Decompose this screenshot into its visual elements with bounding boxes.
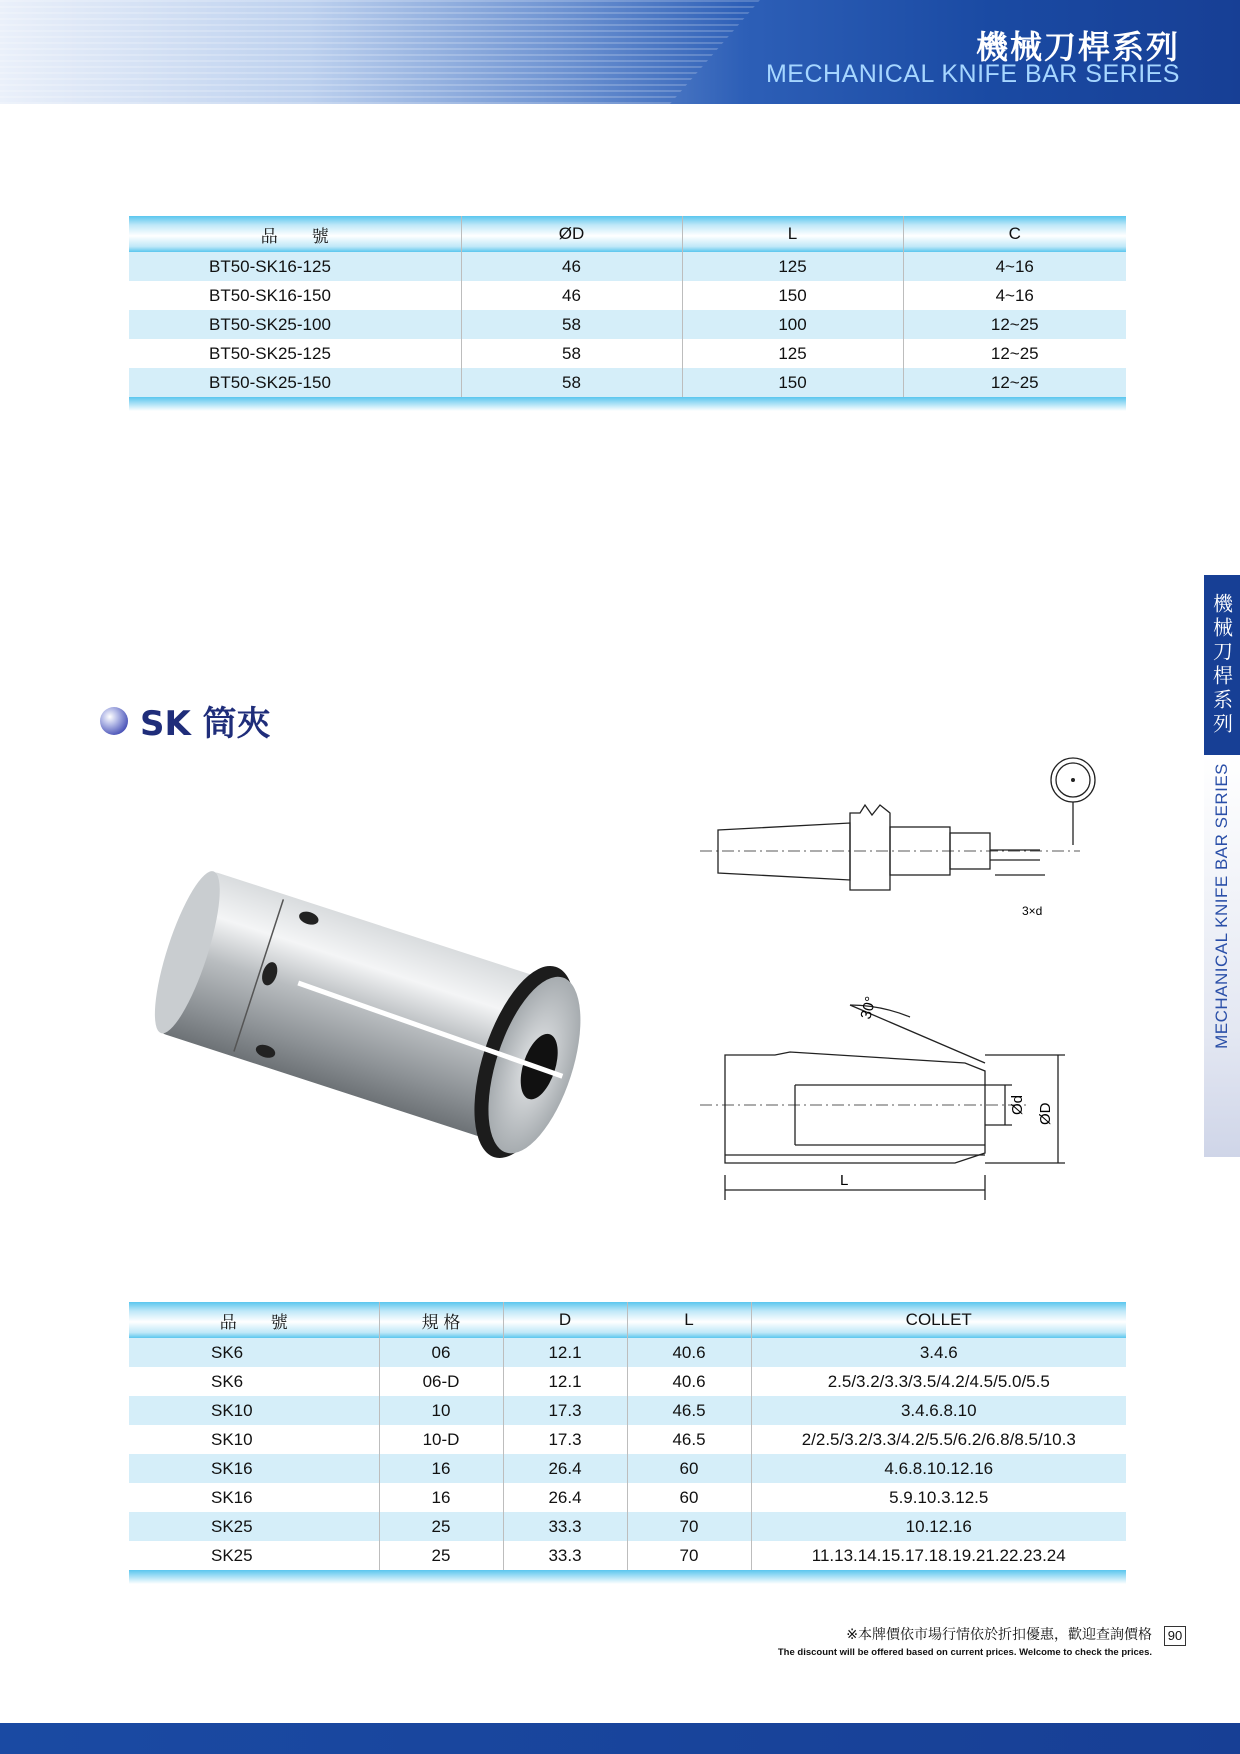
table-cell: 46 [461, 281, 682, 310]
table-cell: 4.6.8.10.12.16 [751, 1454, 1126, 1483]
table-row [129, 252, 1126, 281]
table-cell: 12.1 [503, 1338, 627, 1367]
table-cell: 125 [682, 339, 903, 368]
table-cell: 12~25 [903, 339, 1126, 368]
header-cell: COLLET [751, 1302, 1126, 1338]
table-cell: 16 [379, 1483, 503, 1512]
footer-bar [0, 1723, 1240, 1754]
header-cell: 品 號 [129, 216, 461, 252]
table-cell: SK10 [129, 1396, 379, 1425]
table-cell: SK25 [129, 1512, 379, 1541]
header-stripes [0, 0, 760, 104]
table-cell: 125 [682, 252, 903, 281]
table-cell: 100 [682, 310, 903, 339]
side-tab-en: MECHANICAL KNIFE BAR SERIES [1204, 755, 1240, 1157]
table-cell: 11.13.14.15.17.18.19.21.22.23.24 [751, 1541, 1126, 1570]
table-header-row [129, 1302, 1126, 1338]
table-cell: 58 [461, 368, 682, 397]
table-cell: 60 [627, 1454, 751, 1483]
side-tab [1204, 575, 1240, 1157]
runout-diagram [700, 755, 1120, 945]
collet-photo [140, 840, 650, 1210]
table-row [129, 310, 1126, 339]
table-footer-band [129, 1570, 1126, 1584]
table-cell: 150 [682, 281, 903, 310]
table-cell: 2/2.5/3.2/3.3/4.2/5.5/6.2/6.8/8.5/10.3 [751, 1425, 1126, 1454]
header-title-en: MECHANICAL KNIFE BAR SERIES [765, 60, 1180, 88]
table-cell: 10.12.16 [751, 1512, 1126, 1541]
table-cell: SK6 [129, 1367, 379, 1396]
label-30: 30° [857, 994, 880, 1022]
table-row [129, 1541, 1126, 1570]
table-cell: 4~16 [903, 281, 1126, 310]
label-D: ØD [1037, 1102, 1054, 1125]
table-cell: BT50-SK16-150 [129, 281, 461, 310]
table-cell: 10 [379, 1396, 503, 1425]
table-cell: 3.4.6.8.10 [751, 1396, 1126, 1425]
table-cell: 25 [379, 1541, 503, 1570]
table-cell: 26.4 [503, 1454, 627, 1483]
table-cell: 46 [461, 252, 682, 281]
table-row [129, 1425, 1126, 1454]
table-row [129, 281, 1126, 310]
table-row [129, 1338, 1126, 1367]
table-cell: 3.4.6 [751, 1338, 1126, 1367]
table-cell: SK10 [129, 1425, 379, 1454]
table-cell: 25 [379, 1512, 503, 1541]
table-footer-band [129, 397, 1126, 411]
table-cell: SK16 [129, 1483, 379, 1512]
table-row [129, 1512, 1126, 1541]
table-cell: 40.6 [627, 1367, 751, 1396]
table-cell: 26.4 [503, 1483, 627, 1512]
table-cell: 70 [627, 1512, 751, 1541]
header-cell: ØD [461, 216, 682, 252]
label-3xd: 3×d [1022, 904, 1043, 918]
table-cell: 58 [461, 310, 682, 339]
table-cell: 10-D [379, 1425, 503, 1454]
header-title-cn: 機械刀桿系列 [975, 28, 1180, 66]
table-cell: 33.3 [503, 1541, 627, 1570]
page-number: 90 [1164, 1626, 1186, 1646]
table-cell: 40.6 [627, 1338, 751, 1367]
table-cell: 46.5 [627, 1425, 751, 1454]
header-cell: D [503, 1302, 627, 1338]
table-cell: 58 [461, 339, 682, 368]
table-row [129, 1367, 1126, 1396]
page-header [0, 0, 1240, 104]
header-cell: L [682, 216, 903, 252]
collet-section-diagram [700, 975, 1120, 1215]
table-cell: 46.5 [627, 1396, 751, 1425]
table-cell: 16 [379, 1454, 503, 1483]
header-cell: L [627, 1302, 751, 1338]
table-row [129, 339, 1126, 368]
label-L: L [840, 1172, 849, 1189]
side-tab-cn: 機械刀桿系列 [1204, 575, 1240, 755]
bullet-icon [100, 707, 128, 735]
section-heading [100, 696, 271, 745]
table-cell: 2.5/3.2/3.3/3.5/4.2/4.5/5.0/5.5 [751, 1367, 1126, 1396]
table-cell: 70 [627, 1541, 751, 1570]
table-cell: 5.9.10.3.12.5 [751, 1483, 1126, 1512]
table-cell: 4~16 [903, 252, 1126, 281]
table-cell: BT50-SK16-125 [129, 252, 461, 281]
bt50-spec-table [129, 216, 1126, 411]
sk-collet-table [129, 1302, 1126, 1584]
header-cell: 品 號 [129, 1302, 379, 1338]
price-note-en: The discount will be offered based on current prices. Welcome to check the prices. [777, 1647, 1152, 1658]
table-cell: 60 [627, 1483, 751, 1512]
table-cell: 06-D [379, 1367, 503, 1396]
price-note-cn: ※本牌價依市場行情依於折扣優惠，歡迎查詢價格 [846, 1627, 1152, 1643]
table-cell: SK16 [129, 1454, 379, 1483]
table-cell: SK25 [129, 1541, 379, 1570]
header-cell: 規 格 [379, 1302, 503, 1338]
header-cell: C [903, 216, 1126, 252]
table-cell: BT50-SK25-150 [129, 368, 461, 397]
table-cell: SK6 [129, 1338, 379, 1367]
table-cell: BT50-SK25-125 [129, 339, 461, 368]
table-row [129, 1483, 1126, 1512]
table-cell: 17.3 [503, 1396, 627, 1425]
table-cell: 12~25 [903, 368, 1126, 397]
table-cell: 12~25 [903, 310, 1126, 339]
table-row [129, 1396, 1126, 1425]
label-d: Ød [1009, 1094, 1026, 1115]
table-cell: BT50-SK25-100 [129, 310, 461, 339]
table-cell: 17.3 [503, 1425, 627, 1454]
table-cell: 150 [682, 368, 903, 397]
table-header-row [129, 216, 1126, 252]
price-note [778, 1624, 1152, 1658]
table-row [129, 368, 1126, 397]
table-cell: 12.1 [503, 1367, 627, 1396]
section-title: SK 筒夾 [140, 704, 271, 744]
table-row [129, 1454, 1126, 1483]
table-cell: 33.3 [503, 1512, 627, 1541]
table-cell: 06 [379, 1338, 503, 1367]
